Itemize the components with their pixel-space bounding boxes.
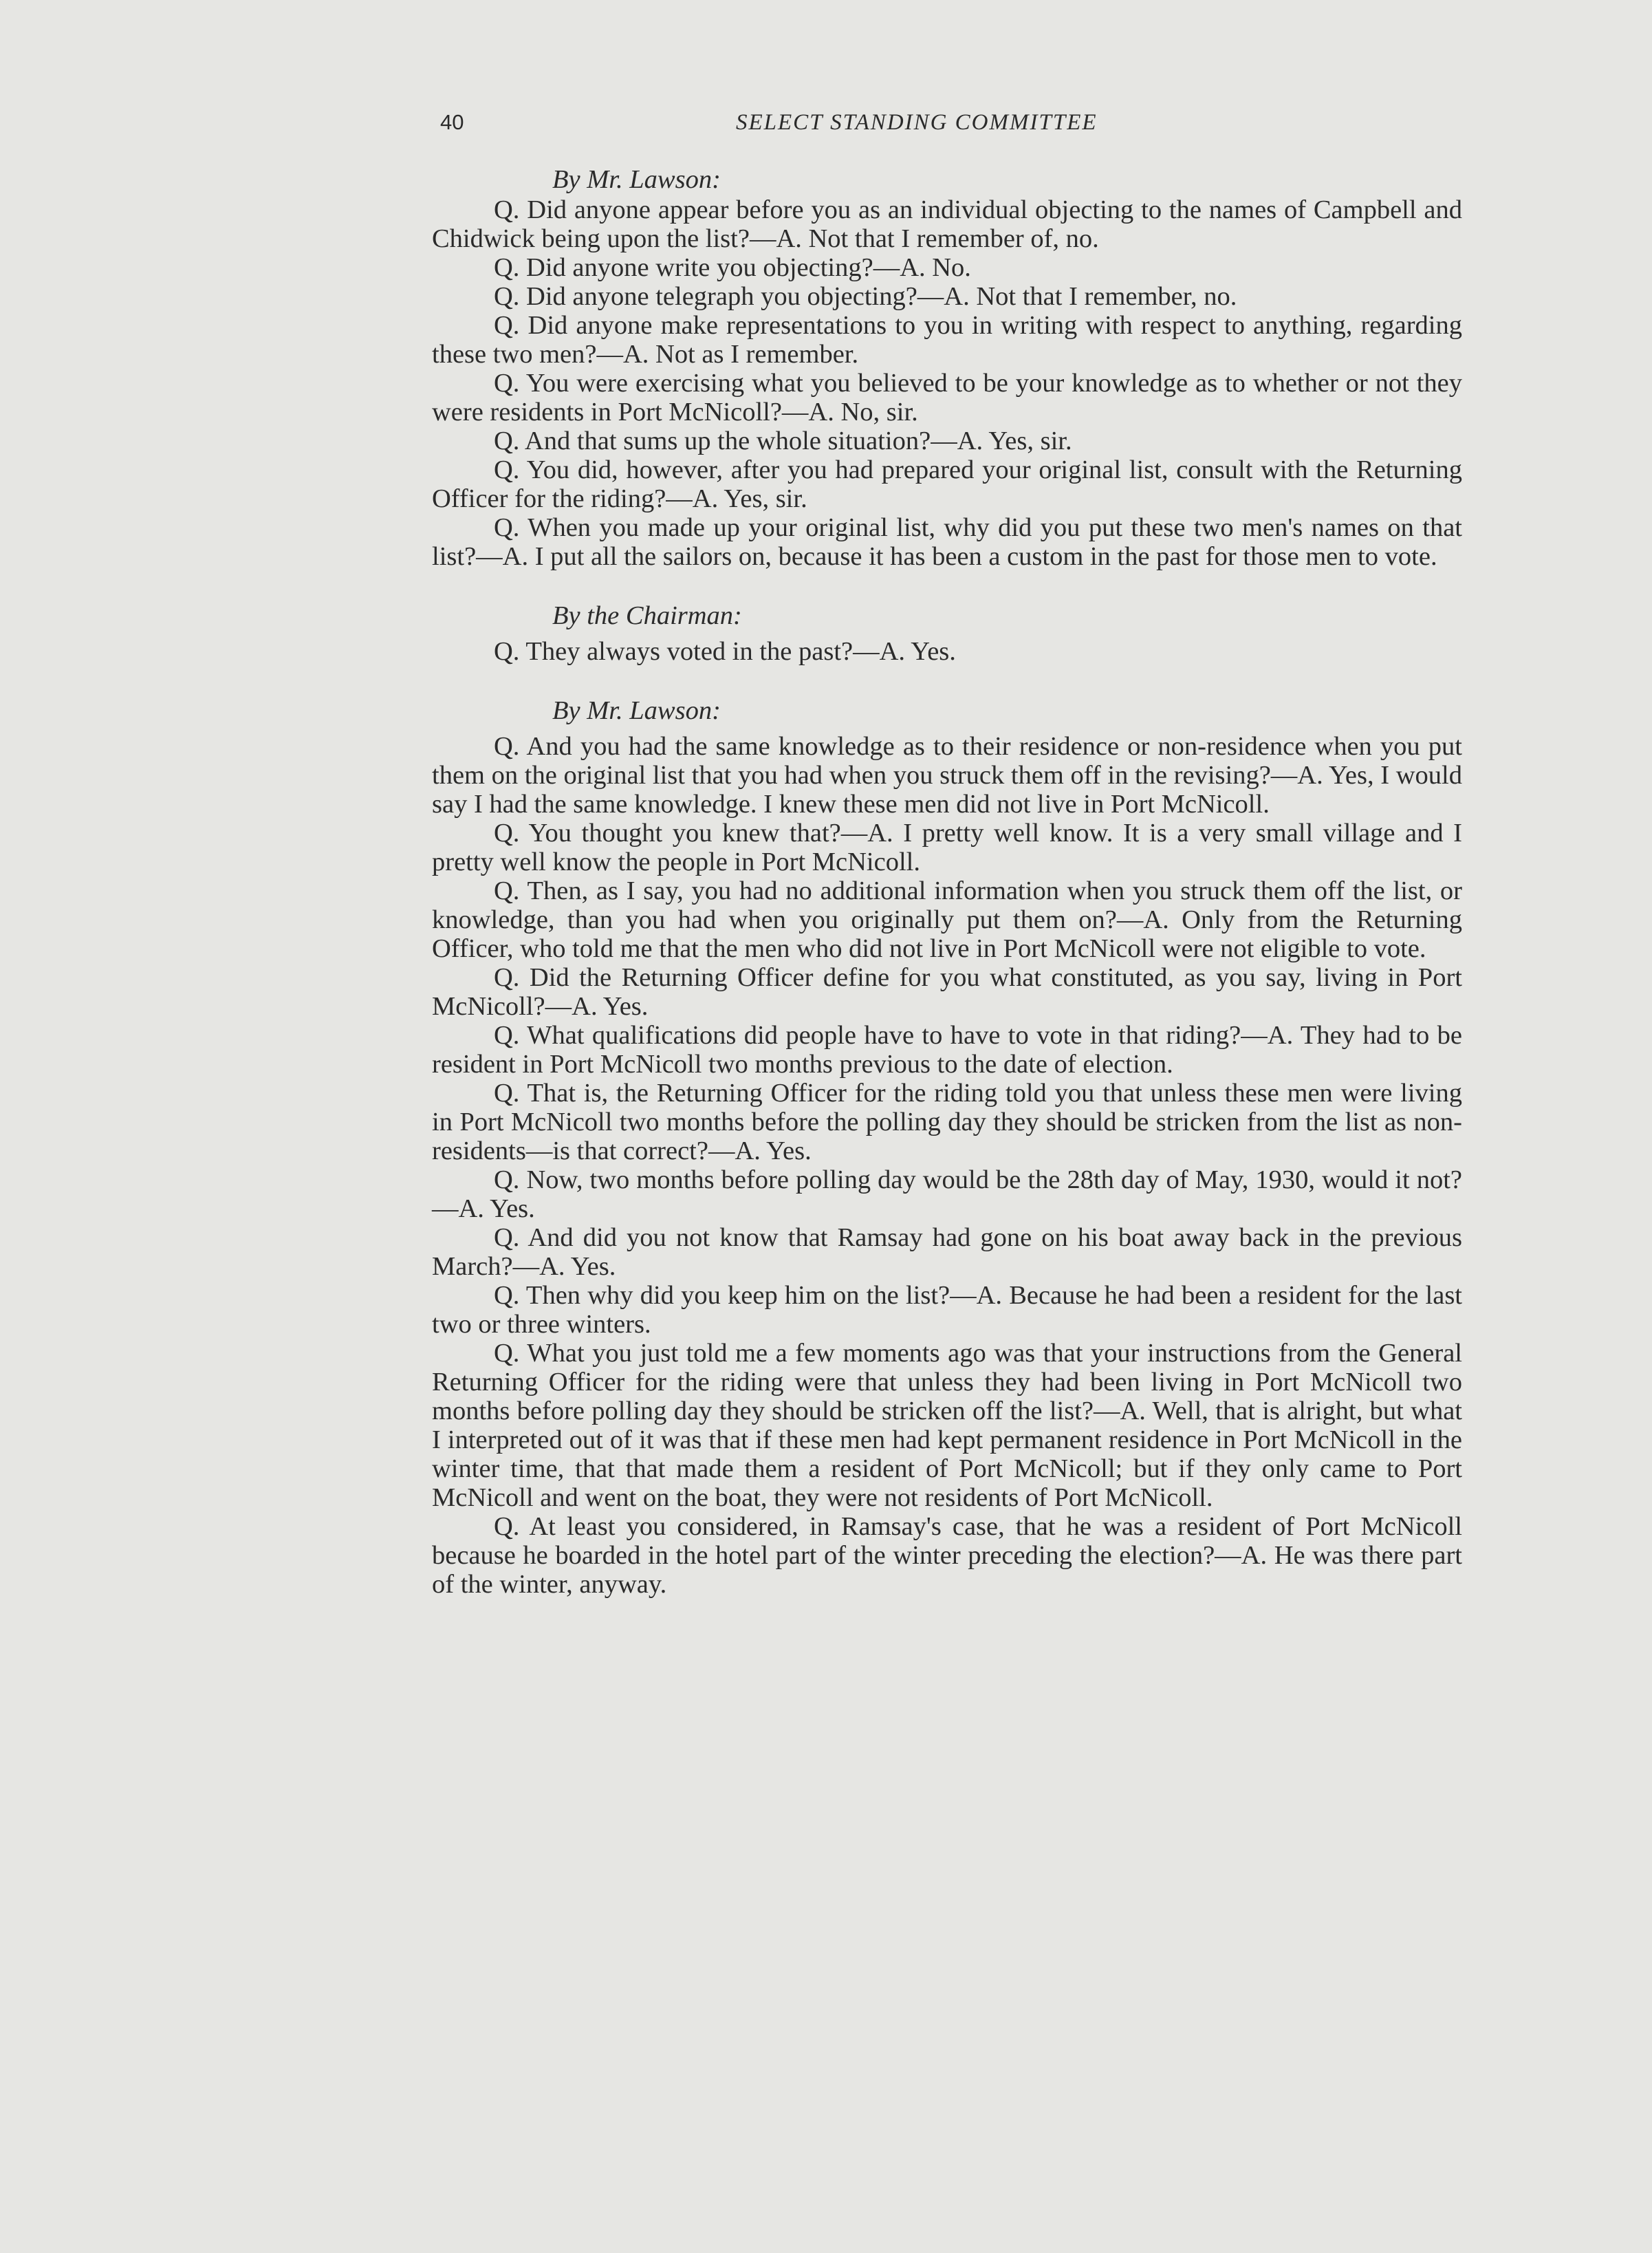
qa-paragraph: Q. Did the Returning Officer define for you what constituted, as you say, living in Port McNicoll?—A. Yes. <box>432 963 1462 1021</box>
qa-paragraph: Q. Did anyone appear before you as an individual objecting to the names of Campbell and Chidwick being upon the list?—A. Not that I remember of, no. <box>432 195 1462 253</box>
speaker-heading: By the Chairman: <box>552 601 742 630</box>
page-number: 40 <box>440 110 464 134</box>
qa-paragraph: Q. You did, however, after you had prepared your original list, consult with the Returning Officer for the riding?—A. Yes, sir. <box>432 455 1462 513</box>
qa-paragraph: Q. Did anyone make representations to you in writing with respect to anything, regarding these two men?—A. Not as I remember. <box>432 311 1462 369</box>
section-lawson-1 <box>432 165 1462 571</box>
page-header <box>440 110 1183 144</box>
qa-paragraph: Q. Then why did you keep him on the list?—A. Because he had been a resident for the last two or three winters. <box>432 1281 1462 1339</box>
qa-paragraph: Q. You were exercising what you believed to be your knowledge as to whether or not they were residents in Port McNicoll?—A. No, sir. <box>432 369 1462 427</box>
qa-paragraph: Q. At least you considered, in Ramsay's case, that he was a resident of Port McNicoll because he boarded in the hotel part of the winter preceding the election?—A. He was there part of the winter, anyway. <box>432 1512 1462 1599</box>
qa-paragraph: Q. When you made up your original list, why did you put these two men's names on that list?—A. I put all the sailors on, because it has been a custom in the past for those men to vote. <box>432 513 1462 571</box>
qa-paragraph: Q. They always voted in the past?—A. Yes. <box>494 637 956 666</box>
running-head: SELECT STANDING COMMITTEE <box>736 110 1098 135</box>
qa-paragraph: Q. What qualifications did people have to have to vote in that riding?—A. They had to be resident in Port McNicoll two months previous to the date of election. <box>432 1021 1462 1079</box>
qa-paragraph: Q. And that sums up the whole situation?—A. Yes, sir. <box>494 427 1072 455</box>
qa-paragraph: Q. Did anyone write you objecting?—A. No. <box>494 253 971 282</box>
qa-paragraph: Q. Now, two months before polling day would be the 28th day of May, 1930, would it not?—A. Yes. <box>432 1165 1462 1223</box>
qa-paragraph: Q. That is, the Returning Officer for the riding told you that unless these men were living in Port McNicoll two months before the polling day they should be stricken from the list as non-residents—is that correct?—A. Yes. <box>432 1079 1462 1165</box>
speaker-heading: By Mr. Lawson: <box>552 696 721 725</box>
qa-paragraph: Q. And you had the same knowledge as to their residence or non-residence when you put them on the original list that you had when you struck them off in the revising?—A. Yes, I would say I had the same knowledge. I knew these men did not live in Port McNicoll. <box>432 732 1462 819</box>
qa-paragraph: Q. And did you not know that Ramsay had gone on his boat away back in the previous March?—A. Yes. <box>432 1223 1462 1281</box>
transcript-body <box>432 165 1462 1599</box>
qa-paragraph: Q. Did anyone telegraph you objecting?—A. Not that I remember, no. <box>494 282 1237 311</box>
qa-paragraph: Q. What you just told me a few moments ago was that your instructions from the General Returning Officer for the riding were that unless they had been living in Port McNicoll two months before polling day they should be stricken off the list?—A. Well, that is alright, but what I interpreted out of it was that if these men had kept permanent residence in Port McNicoll in the winter time, that that made them a resident of Port McNicoll; but if they only came to Port McNicoll and went on the boat, they were not residents of Port McNicoll. <box>432 1339 1462 1512</box>
speaker-heading: By Mr. Lawson: <box>552 165 721 194</box>
qa-paragraph: Q. You thought you knew that?—A. I pretty well know. It is a very small village and I pretty well know the people in Port McNicoll. <box>432 819 1462 876</box>
section-chairman <box>432 601 1462 666</box>
qa-paragraph: Q. Then, as I say, you had no additional information when you struck them off the list, or knowledge, than you had when you originally put them on?—A. Only from the Returning Officer, who told me that the men who did not live in Port McNicoll were not eligible to vote. <box>432 876 1462 963</box>
section-lawson-2 <box>432 696 1462 1599</box>
